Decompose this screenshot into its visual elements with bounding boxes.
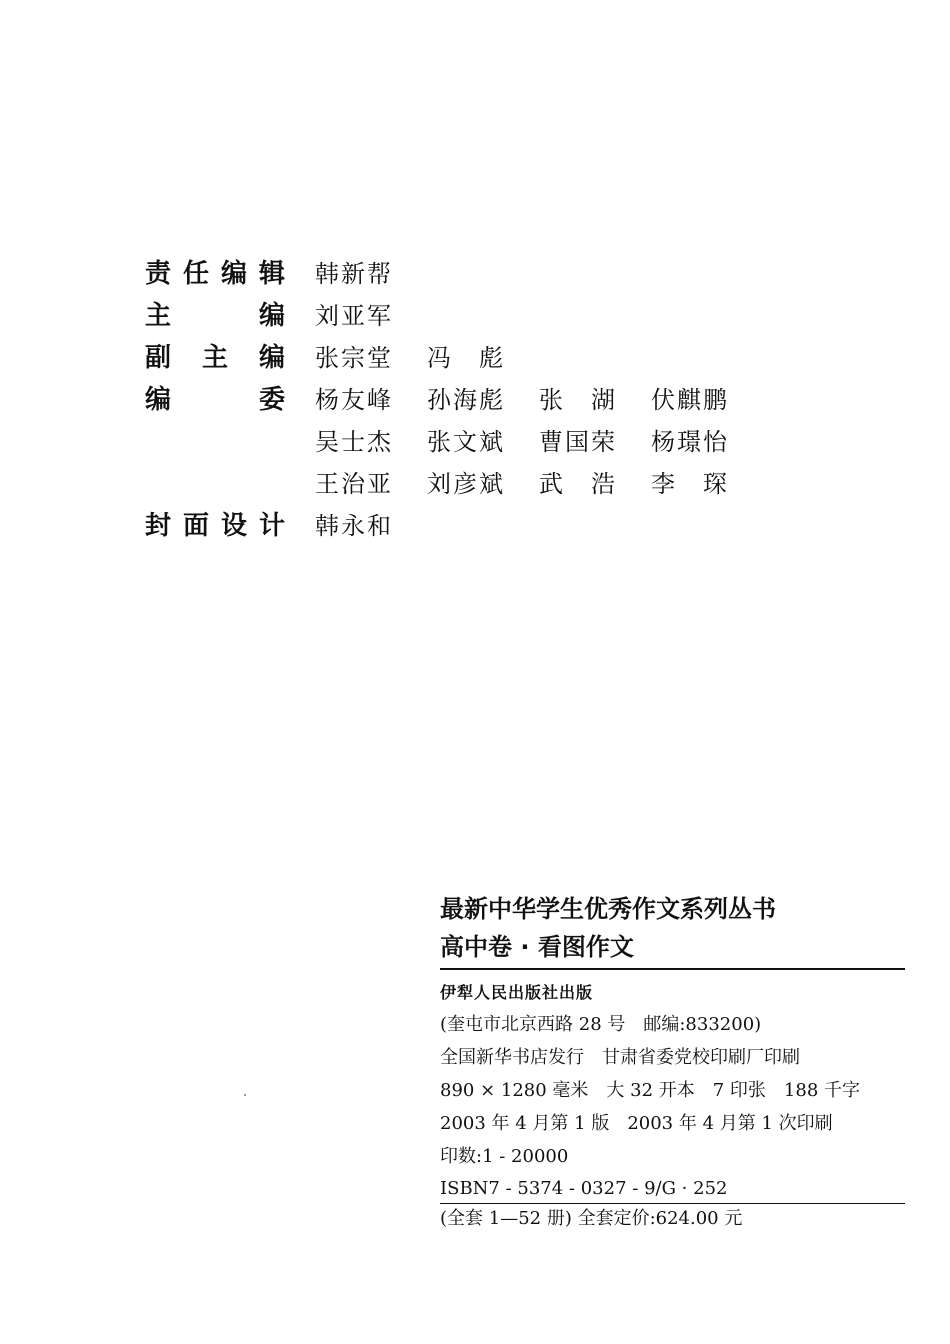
credit-row-deputy-editor <box>145 334 763 376</box>
role-label: 主 编 <box>145 300 285 331</box>
print-run: 印数:1 - 20000 <box>440 1146 569 1167</box>
names-list <box>315 338 539 373</box>
address: (奎屯市北京西路 28 号 邮编:833200) <box>440 1014 762 1035</box>
publisher: 伊犁人民出版社出版 <box>440 983 594 1002</box>
edition: 2003 年 4 月第 1 版 2003 年 4 月第 1 次印刷 <box>440 1113 833 1134</box>
person-name: 张 湖 <box>539 385 617 414</box>
names-list <box>315 296 427 331</box>
person-name: 韩永和 <box>315 511 393 540</box>
person-name: 杨友峰 <box>315 385 393 414</box>
role-label: 封 面 设 计 <box>145 510 285 541</box>
credits-block <box>145 250 763 544</box>
role-label: 责 任 编 辑 <box>145 258 285 289</box>
person-name: 刘彦斌 <box>427 469 505 498</box>
role-label: 编 委 <box>145 384 285 415</box>
print-speck <box>244 1094 246 1096</box>
person-name: 武 浩 <box>539 469 617 498</box>
series-title: 最新中华学生优秀作文系列丛书 <box>440 895 776 923</box>
names-list <box>315 380 763 415</box>
person-name: 曹国荣 <box>539 427 617 456</box>
imprint-block <box>440 890 905 1232</box>
names-list <box>315 254 427 289</box>
credit-row-chief-editor <box>145 292 763 334</box>
person-name: 刘亚军 <box>315 301 393 330</box>
credit-row-responsible-editor <box>145 250 763 292</box>
person-name: 孙海彪 <box>427 385 505 414</box>
distribution: 全国新华书店发行 甘肃省委党校印刷厂印刷 <box>440 1047 800 1068</box>
isbn: ISBN7 - 5374 - 0327 - 9/G · 252 <box>440 1178 728 1199</box>
credit-row-cover-design <box>145 502 763 544</box>
divider <box>440 968 905 970</box>
credit-row-editorial-board-cont <box>145 418 763 460</box>
role-label: 副 主 编 <box>145 342 285 373</box>
person-name: 王治亚 <box>315 469 393 498</box>
person-name: 李 琛 <box>651 469 729 498</box>
names-list <box>315 464 763 499</box>
credit-row-editorial-board <box>145 376 763 418</box>
names-list <box>315 422 763 457</box>
person-name: 张宗堂 <box>315 343 393 372</box>
volume-title: 高中卷 · 看图作文 <box>440 933 634 961</box>
names-list <box>315 506 427 541</box>
person-name: 杨璟怡 <box>651 427 729 456</box>
price: (全套 1—52 册) 全套定价:624.00 元 <box>440 1208 743 1229</box>
person-name: 冯 彪 <box>427 343 505 372</box>
person-name: 伏麒鹏 <box>651 385 729 414</box>
person-name: 韩新帮 <box>315 259 393 288</box>
credit-row-editorial-board-cont <box>145 460 763 502</box>
format: 890 × 1280 毫米 大 32 开本 7 印张 188 千字 <box>440 1080 861 1101</box>
person-name: 张文斌 <box>427 427 505 456</box>
divider <box>440 1203 905 1204</box>
person-name: 吴士杰 <box>315 427 393 456</box>
